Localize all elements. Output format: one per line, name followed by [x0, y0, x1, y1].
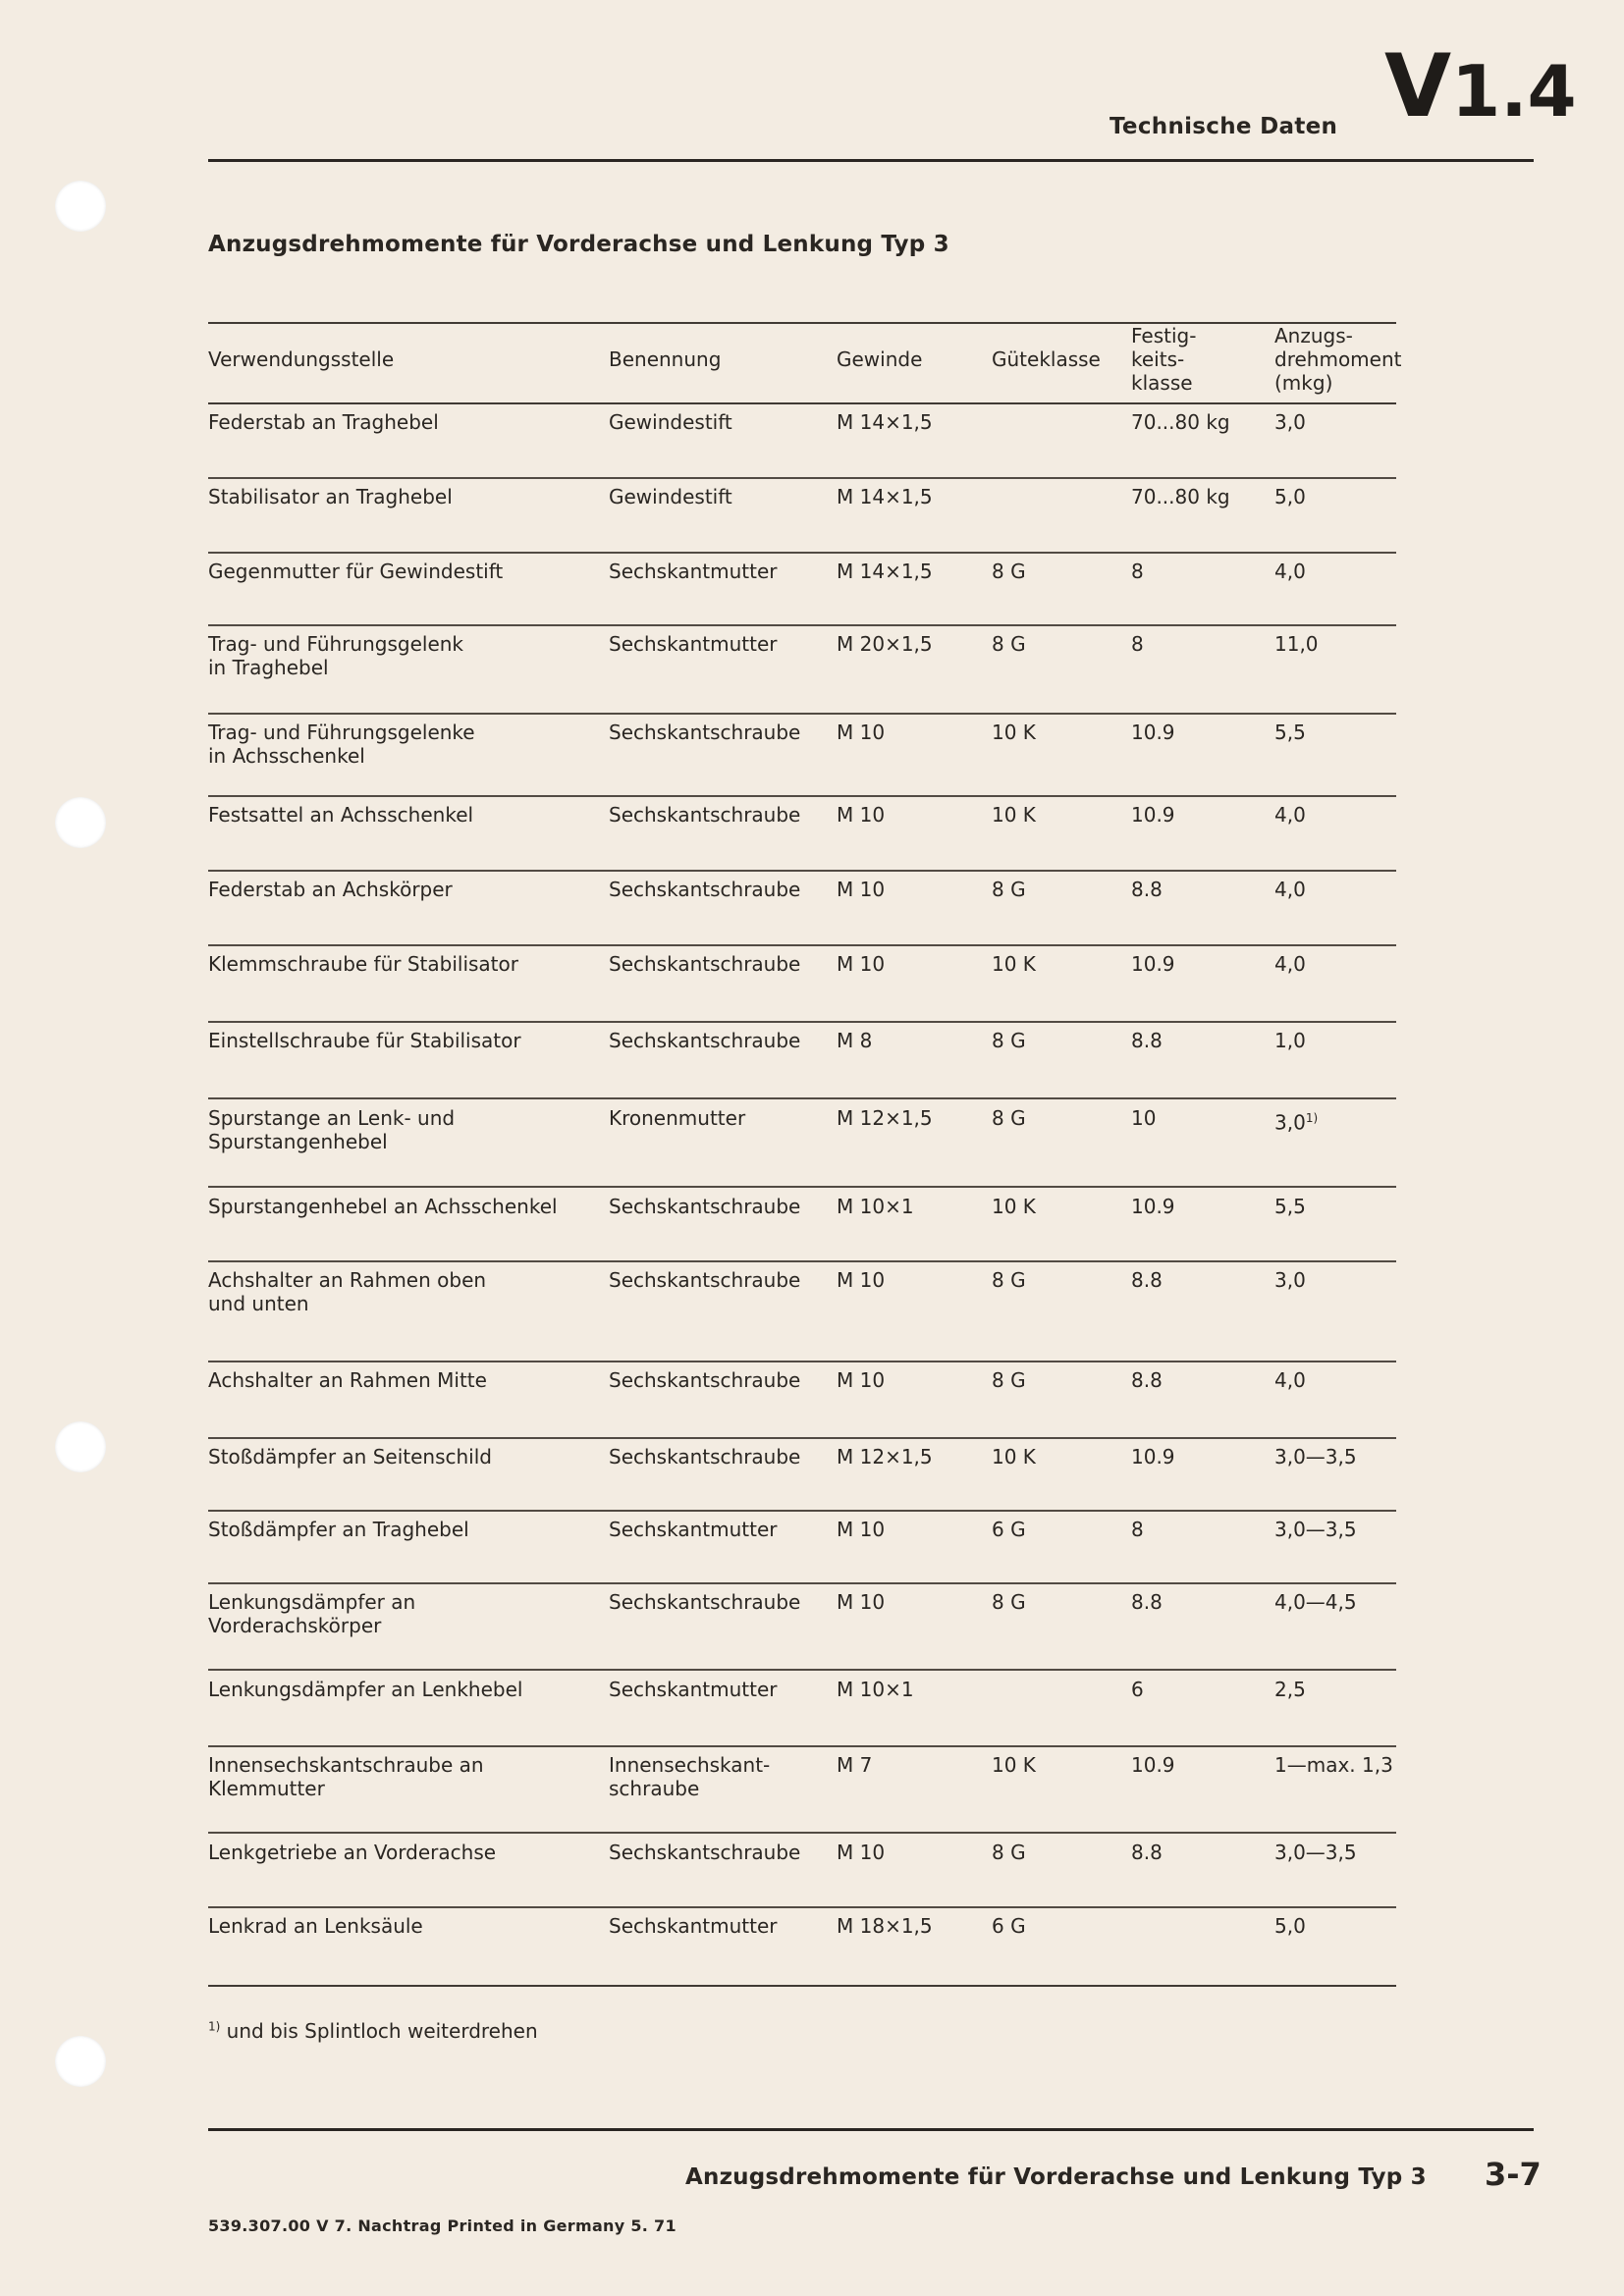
cell-benennung: [609, 1590, 800, 1614]
cell-gewinde: [837, 803, 885, 827]
cell-benennung-line: Sechskantschraube: [609, 1368, 801, 1392]
cell-gewinde: [837, 410, 933, 434]
table-bottom-rule: [208, 1985, 1396, 1987]
row-divider: [208, 870, 1396, 872]
cell-anzugsdrehmoment: [1274, 1518, 1357, 1541]
cell-anzugsdrehmoment: [1274, 632, 1319, 656]
cell-festigkeitsklasse-value: 70...80 kg: [1131, 410, 1230, 434]
cell-gueteklasse-value: 6 G: [992, 1914, 1026, 1938]
cell-gueteklasse: [992, 952, 1036, 976]
cell-festigkeitsklasse-value: 70...80 kg: [1131, 485, 1230, 508]
cell-gewinde: [837, 632, 933, 656]
cell-verwendungsstelle-line: Vorderachskörper: [208, 1614, 382, 1637]
print-info: 539.307.00 V 7. Nachtrag Printed in Germany 5. 71: [208, 2216, 677, 2235]
cell-gewinde-value: M 10×1: [837, 1195, 914, 1218]
cell-festigkeitsklasse-value: 10.9: [1131, 952, 1175, 976]
cell-gueteklasse-value: 10 K: [992, 952, 1036, 976]
cell-gewinde-value: M 20×1,5: [837, 632, 933, 656]
footnote-text: und bis Splintloch weiterdrehen: [220, 2019, 538, 2043]
cell-verwendungsstelle: [208, 1590, 415, 1637]
cell-benennung-line: Gewindestift: [609, 410, 732, 434]
cell-gewinde-value: M 10: [837, 1268, 886, 1292]
row-divider: [208, 1437, 1396, 1439]
cell-gueteklasse: [992, 1914, 1026, 1938]
cell-anzugsdrehmoment: [1274, 1195, 1306, 1218]
cell-gewinde: [837, 721, 885, 744]
cell-gewinde-value: M 14×1,5: [837, 560, 933, 583]
cell-benennung-line: Sechskantschraube: [609, 1195, 801, 1218]
cell-gewinde-value: M 10: [837, 1368, 886, 1392]
header-verwendungsstelle: [208, 347, 394, 371]
cell-festigkeitsklasse-value: 10.9: [1131, 1753, 1175, 1777]
cell-gewinde-value: M 12×1,5: [837, 1445, 933, 1468]
cell-festigkeitsklasse: [1131, 1029, 1163, 1052]
header-anzugsdrehmoment-line: drehmoment: [1274, 347, 1402, 371]
cell-verwendungsstelle-line: Lenkrad an Lenksäule: [208, 1914, 423, 1938]
row-divider: [208, 1745, 1396, 1747]
cell-festigkeitsklasse-value: 8.8: [1131, 1268, 1163, 1292]
cell-verwendungsstelle: [208, 803, 473, 827]
cell-verwendungsstelle-line: Spurstangenhebel: [208, 1130, 388, 1153]
cell-verwendungsstelle: [208, 1753, 484, 1800]
cell-festigkeitsklasse: [1131, 1195, 1175, 1218]
cell-anzugsdrehmoment: [1274, 1268, 1306, 1292]
cell-anzugsdrehmoment: [1274, 1029, 1306, 1052]
cell-verwendungsstelle: [208, 721, 475, 768]
cell-gueteklasse: [992, 721, 1036, 744]
cell-gewinde-value: M 10: [837, 952, 886, 976]
cell-anzugsdrehmoment: [1274, 1368, 1306, 1392]
cell-benennung: [609, 1368, 800, 1392]
cell-benennung-line: Sechskantschraube: [609, 1029, 801, 1052]
cell-gewinde: [837, 1195, 914, 1218]
cell-benennung: [609, 803, 800, 827]
cell-festigkeitsklasse-value: 8.8: [1131, 1368, 1163, 1392]
cell-verwendungsstelle-line: Lenkgetriebe an Vorderachse: [208, 1841, 497, 1864]
cell-anzugsdrehmoment-value: 5,5: [1274, 721, 1306, 744]
cell-gueteklasse-value: 8 G: [992, 560, 1026, 583]
cell-verwendungsstelle-line: Federstab an Achskörper: [208, 878, 453, 901]
row-divider: [208, 713, 1396, 715]
cell-festigkeitsklasse-value: 10.9: [1131, 803, 1175, 827]
row-divider: [208, 1669, 1396, 1671]
cell-verwendungsstelle-line: Spurstangenhebel an Achsschenkel: [208, 1195, 558, 1218]
cell-gueteklasse: [992, 1518, 1026, 1541]
cell-festigkeitsklasse-value: 10.9: [1131, 1445, 1175, 1468]
cell-gueteklasse: [992, 1106, 1026, 1130]
cell-festigkeitsklasse-value: 10: [1131, 1106, 1157, 1130]
row-divider: [208, 1906, 1396, 1908]
cell-festigkeitsklasse: [1131, 1753, 1175, 1777]
cell-gueteklasse-value: 10 K: [992, 803, 1036, 827]
cell-verwendungsstelle: [208, 1678, 522, 1701]
cell-gewinde: [837, 1914, 933, 1938]
cell-benennung: [609, 1678, 777, 1701]
cell-verwendungsstelle-line: Lenkungsdämpfer an: [208, 1590, 416, 1614]
cell-benennung-line: Sechskantmutter: [609, 1518, 778, 1541]
cell-festigkeitsklasse-value: 6: [1131, 1678, 1144, 1701]
cell-benennung-line: Innensechskant-: [609, 1753, 771, 1777]
cell-anzugsdrehmoment: [1274, 485, 1306, 508]
cell-benennung: [609, 721, 800, 744]
cell-verwendungsstelle: [208, 952, 518, 976]
cell-benennung-line: Gewindestift: [609, 485, 732, 508]
cell-festigkeitsklasse: [1131, 1590, 1163, 1614]
cell-gueteklasse: [992, 1841, 1026, 1864]
cell-benennung-line: Sechskantmutter: [609, 632, 778, 656]
row-divider: [208, 477, 1396, 479]
cell-festigkeitsklasse-value: 10.9: [1131, 1195, 1175, 1218]
cell-anzugsdrehmoment: [1274, 1106, 1318, 1135]
row-divider: [208, 1361, 1396, 1362]
cell-gewinde: [837, 1029, 872, 1052]
cell-gewinde: [837, 1106, 933, 1130]
cell-gueteklasse-value: 10 K: [992, 1445, 1036, 1468]
cell-gewinde-value: M 10×1: [837, 1678, 914, 1701]
cell-festigkeitsklasse-value: 10.9: [1131, 721, 1175, 744]
cell-benennung-line: Sechskantschraube: [609, 1268, 801, 1292]
cell-gewinde: [837, 1590, 885, 1614]
cell-verwendungsstelle: [208, 1106, 455, 1153]
cell-gewinde: [837, 1445, 933, 1468]
cell-festigkeitsklasse-value: 8.8: [1131, 878, 1163, 901]
cell-gewinde-value: M 10: [837, 721, 886, 744]
cell-gueteklasse-value: 8 G: [992, 632, 1026, 656]
cell-gewinde-value: M 10: [837, 1590, 886, 1614]
cell-gueteklasse: [992, 632, 1026, 656]
cell-gewinde-value: M 18×1,5: [837, 1914, 933, 1938]
cell-benennung-line: Sechskantschraube: [609, 1841, 801, 1864]
cell-verwendungsstelle-line: Stoßdämpfer an Seitenschild: [208, 1445, 492, 1468]
row-divider: [208, 795, 1396, 797]
cell-gewinde: [837, 1841, 885, 1864]
cell-anzugsdrehmoment-value: 1—max. 1,3: [1274, 1753, 1393, 1777]
cell-gueteklasse: [992, 1195, 1036, 1218]
cell-anzugsdrehmoment: [1274, 1841, 1357, 1864]
header-festigkeitsklasse-line: keits-: [1131, 347, 1185, 371]
cell-verwendungsstelle: [208, 632, 463, 679]
cell-verwendungsstelle: [208, 878, 453, 901]
punch-hole: [55, 181, 106, 232]
cell-festigkeitsklasse-value: 8: [1131, 1518, 1144, 1541]
cell-anzugsdrehmoment-value: 3,0—3,5: [1274, 1518, 1357, 1541]
cell-festigkeitsklasse: [1131, 1518, 1144, 1541]
cell-anzugsdrehmoment: [1274, 1590, 1357, 1614]
punch-hole: [55, 2036, 106, 2087]
cell-verwendungsstelle: [208, 1914, 423, 1938]
cell-festigkeitsklasse: [1131, 1368, 1163, 1392]
footnote: [208, 2019, 538, 2043]
cell-gewinde: [837, 878, 885, 901]
cell-festigkeitsklasse: [1131, 803, 1175, 827]
cell-benennung: [609, 410, 732, 434]
cell-verwendungsstelle-line: Spurstange an Lenk- und: [208, 1106, 456, 1130]
cell-benennung: [609, 1841, 800, 1864]
cell-verwendungsstelle-line: Trag- und Führungsgelenk: [208, 632, 463, 656]
cell-festigkeitsklasse-value: 8.8: [1131, 1590, 1163, 1614]
footnote-marker: 1): [208, 2019, 221, 2034]
cell-benennung-line: Sechskantschraube: [609, 1590, 801, 1614]
cell-festigkeitsklasse: [1131, 878, 1163, 901]
cell-gewinde: [837, 1268, 885, 1292]
cell-gueteklasse-value: 8 G: [992, 1841, 1026, 1864]
cell-festigkeitsklasse-value: 8: [1131, 560, 1144, 583]
header-rule: [208, 159, 1534, 162]
cell-benennung-line: Sechskantmutter: [609, 1914, 778, 1938]
cell-gueteklasse-value: 8 G: [992, 1268, 1026, 1292]
cell-verwendungsstelle-line: Achshalter an Rahmen oben: [208, 1268, 487, 1292]
cell-verwendungsstelle-line: Federstab an Traghebel: [208, 410, 439, 434]
cell-gewinde-value: M 8: [837, 1029, 873, 1052]
cell-verwendungsstelle: [208, 410, 439, 434]
row-divider: [208, 1832, 1396, 1834]
cell-anzugsdrehmoment: [1274, 878, 1306, 901]
footnote-ref: 1): [1305, 1111, 1319, 1125]
row-divider: [208, 1582, 1396, 1584]
cell-verwendungsstelle: [208, 1841, 496, 1864]
cell-anzugsdrehmoment-value: 5,5: [1274, 1195, 1306, 1218]
cell-anzugsdrehmoment-value: 5,0: [1274, 1914, 1306, 1938]
cell-anzugsdrehmoment-value: 3,0: [1274, 1110, 1306, 1135]
cell-anzugsdrehmoment-value: 11,0: [1274, 632, 1319, 656]
cell-verwendungsstelle-line: Stabilisator an Traghebel: [208, 485, 453, 508]
cell-gewinde: [837, 952, 885, 976]
cell-gueteklasse-value: 8 G: [992, 1368, 1026, 1392]
cell-anzugsdrehmoment: [1274, 1678, 1306, 1701]
cell-benennung: [609, 1914, 777, 1938]
cell-gueteklasse: [992, 1590, 1026, 1614]
cell-anzugsdrehmoment-value: 5,0: [1274, 485, 1306, 508]
cell-gueteklasse-value: 8 G: [992, 1106, 1026, 1130]
header-gueteklasse: [992, 347, 1101, 371]
cell-verwendungsstelle-line: Einstellschraube für Stabilisator: [208, 1029, 521, 1052]
header-anzugsdrehmoment-line: Anzugs-: [1274, 324, 1353, 347]
cell-benennung-line: Sechskantmutter: [609, 560, 778, 583]
cell-verwendungsstelle: [208, 485, 453, 508]
footer-title: Anzugsdrehmomente für Vorderachse und Lenkung Typ 3: [685, 2164, 1427, 2190]
cell-gueteklasse-value: 8 G: [992, 1029, 1026, 1052]
header-festigkeitsklasse: [1131, 324, 1196, 395]
cell-gewinde: [837, 1518, 885, 1541]
cell-gueteklasse-value: 10 K: [992, 1753, 1036, 1777]
cell-gewinde-value: M 14×1,5: [837, 485, 933, 508]
cell-gewinde: [837, 560, 933, 583]
cell-benennung: [609, 1195, 800, 1218]
cell-verwendungsstelle-line: und unten: [208, 1292, 309, 1315]
row-divider: [208, 1260, 1396, 1262]
cell-benennung: [609, 1753, 770, 1800]
cell-anzugsdrehmoment: [1274, 410, 1306, 434]
header-gewinde-line: Gewinde: [837, 347, 923, 371]
cell-verwendungsstelle-line: in Achsschenkel: [208, 744, 365, 768]
cell-verwendungsstelle-line: Trag- und Führungsgelenke: [208, 721, 475, 744]
cell-anzugsdrehmoment-value: 2,5: [1274, 1678, 1306, 1701]
cell-festigkeitsklasse-value: 8: [1131, 632, 1144, 656]
cell-verwendungsstelle-line: Innensechskantschraube an: [208, 1753, 484, 1777]
cell-gueteklasse-value: 8 G: [992, 878, 1026, 901]
cell-benennung-line: Sechskantmutter: [609, 1678, 778, 1701]
cell-benennung: [609, 1268, 800, 1292]
punch-hole: [55, 1421, 106, 1472]
cell-gueteklasse: [992, 803, 1036, 827]
cell-festigkeitsklasse: [1131, 1106, 1156, 1130]
cell-anzugsdrehmoment-value: 3,0—3,5: [1274, 1445, 1357, 1468]
cell-benennung-line: Sechskantschraube: [609, 952, 801, 976]
cell-gewinde: [837, 1753, 872, 1777]
cell-benennung-line: Sechskantschraube: [609, 1445, 801, 1468]
cell-verwendungsstelle-line: Gegenmutter für Gewindestift: [208, 560, 504, 583]
cell-gewinde-value: M 10: [837, 1518, 886, 1541]
cell-anzugsdrehmoment: [1274, 803, 1306, 827]
cell-benennung: [609, 1518, 777, 1541]
cell-festigkeitsklasse: [1131, 952, 1175, 976]
row-divider: [208, 944, 1396, 946]
cell-festigkeitsklasse-value: 8.8: [1131, 1841, 1163, 1864]
cell-gueteklasse: [992, 1268, 1026, 1292]
cell-festigkeitsklasse: [1131, 485, 1230, 508]
cell-anzugsdrehmoment-value: 4,0: [1274, 1368, 1306, 1392]
cell-benennung: [609, 1029, 800, 1052]
header-festigkeitsklasse-line: klasse: [1131, 371, 1193, 395]
cell-verwendungsstelle: [208, 1029, 521, 1052]
page-number: 3-7: [1485, 2156, 1542, 2193]
cell-anzugsdrehmoment: [1274, 721, 1306, 744]
cell-verwendungsstelle-line: Achshalter an Rahmen Mitte: [208, 1368, 487, 1392]
cell-benennung: [609, 1445, 800, 1468]
footer-rule: [208, 2128, 1534, 2131]
cell-gueteklasse: [992, 1445, 1036, 1468]
header-verwendungsstelle-line: Verwendungsstelle: [208, 347, 395, 371]
row-divider: [208, 1186, 1396, 1188]
header-benennung: [609, 347, 721, 371]
cell-benennung-line: Kronenmutter: [609, 1106, 746, 1130]
cell-gueteklasse-value: 8 G: [992, 1590, 1026, 1614]
cell-benennung-line: Sechskantschraube: [609, 721, 801, 744]
cell-verwendungsstelle: [208, 1445, 492, 1468]
cell-verwendungsstelle-line: Klemmschraube für Stabilisator: [208, 952, 518, 976]
section-code-number: 1.4: [1451, 50, 1577, 133]
cell-gewinde-value: M 10: [837, 803, 886, 827]
header-benennung-line: Benennung: [609, 347, 722, 371]
cell-anzugsdrehmoment-value: 4,0—4,5: [1274, 1590, 1357, 1614]
cell-anzugsdrehmoment-value: 4,0: [1274, 560, 1306, 583]
row-divider: [208, 1510, 1396, 1512]
row-divider: [208, 552, 1396, 554]
cell-anzugsdrehmoment: [1274, 1753, 1393, 1777]
cell-gewinde: [837, 1368, 885, 1392]
cell-gewinde: [837, 485, 933, 508]
cell-verwendungsstelle-line: Festsattel an Achsschenkel: [208, 803, 474, 827]
row-divider: [208, 1097, 1396, 1099]
cell-anzugsdrehmoment-value: 4,0: [1274, 952, 1306, 976]
cell-gewinde-value: M 10: [837, 878, 886, 901]
cell-festigkeitsklasse: [1131, 721, 1175, 744]
cell-verwendungsstelle: [208, 560, 503, 583]
cell-benennung: [609, 1106, 745, 1130]
cell-gewinde-value: M 12×1,5: [837, 1106, 933, 1130]
cell-festigkeitsklasse: [1131, 632, 1144, 656]
cell-verwendungsstelle: [208, 1195, 558, 1218]
cell-gueteklasse-value: 10 K: [992, 721, 1036, 744]
cell-anzugsdrehmoment: [1274, 1914, 1306, 1938]
cell-anzugsdrehmoment-value: 1,0: [1274, 1029, 1306, 1052]
section-title: Technische Daten: [1110, 114, 1338, 139]
cell-gueteklasse: [992, 1753, 1036, 1777]
cell-anzugsdrehmoment: [1274, 1445, 1357, 1468]
header-gueteklasse-line: Güteklasse: [992, 347, 1101, 371]
cell-anzugsdrehmoment-value: 4,0: [1274, 803, 1306, 827]
header-festigkeitsklasse-line: Festig-: [1131, 324, 1197, 347]
cell-gewinde-value: M 10: [837, 1841, 886, 1864]
section-code: [1384, 35, 1577, 136]
cell-gueteklasse-value: 6 G: [992, 1518, 1026, 1541]
cell-verwendungsstelle: [208, 1368, 487, 1392]
cell-benennung: [609, 485, 732, 508]
cell-anzugsdrehmoment-value: 3,0—3,5: [1274, 1841, 1357, 1864]
cell-festigkeitsklasse: [1131, 560, 1144, 583]
cell-gueteklasse: [992, 1029, 1026, 1052]
cell-festigkeitsklasse: [1131, 1268, 1163, 1292]
cell-festigkeitsklasse: [1131, 410, 1230, 434]
cell-gewinde-value: M 7: [837, 1753, 873, 1777]
table-header-rule: [208, 402, 1396, 404]
cell-benennung: [609, 878, 800, 901]
cell-verwendungsstelle-line: Stoßdämpfer an Traghebel: [208, 1518, 469, 1541]
table-top-rule: [208, 322, 1396, 324]
cell-gueteklasse: [992, 1368, 1026, 1392]
document-title: Anzugsdrehmomente für Vorderachse und Lenkung Typ 3: [208, 232, 949, 257]
row-divider: [208, 624, 1396, 626]
cell-anzugsdrehmoment: [1274, 560, 1306, 583]
cell-gueteklasse: [992, 878, 1026, 901]
cell-festigkeitsklasse-value: 8.8: [1131, 1029, 1163, 1052]
cell-verwendungsstelle-line: Klemmutter: [208, 1777, 325, 1800]
cell-verwendungsstelle: [208, 1268, 486, 1315]
cell-festigkeitsklasse: [1131, 1445, 1175, 1468]
cell-gewinde-value: M 14×1,5: [837, 410, 933, 434]
header-anzugsdrehmoment: [1274, 324, 1401, 395]
section-code-letter: V: [1384, 35, 1452, 136]
cell-verwendungsstelle-line: in Traghebel: [208, 656, 329, 679]
cell-benennung: [609, 952, 800, 976]
cell-benennung: [609, 632, 777, 656]
cell-gewinde: [837, 1678, 914, 1701]
cell-verwendungsstelle: [208, 1518, 469, 1541]
cell-benennung-line: schraube: [609, 1777, 700, 1800]
cell-benennung: [609, 560, 777, 583]
cell-anzugsdrehmoment-value: 3,0: [1274, 410, 1306, 434]
cell-benennung-line: Sechskantschraube: [609, 878, 801, 901]
cell-festigkeitsklasse: [1131, 1678, 1144, 1701]
header-anzugsdrehmoment-line: (mkg): [1274, 371, 1333, 395]
cell-benennung-line: Sechskantschraube: [609, 803, 801, 827]
cell-gueteklasse-value: 10 K: [992, 1195, 1036, 1218]
cell-anzugsdrehmoment: [1274, 952, 1306, 976]
row-divider: [208, 1021, 1396, 1023]
cell-gueteklasse: [992, 560, 1026, 583]
cell-verwendungsstelle-line: Lenkungsdämpfer an Lenkhebel: [208, 1678, 523, 1701]
cell-festigkeitsklasse: [1131, 1841, 1163, 1864]
cell-anzugsdrehmoment-value: 3,0: [1274, 1268, 1306, 1292]
cell-anzugsdrehmoment-value: 4,0: [1274, 878, 1306, 901]
punch-hole: [55, 797, 106, 848]
header-gewinde: [837, 347, 922, 371]
